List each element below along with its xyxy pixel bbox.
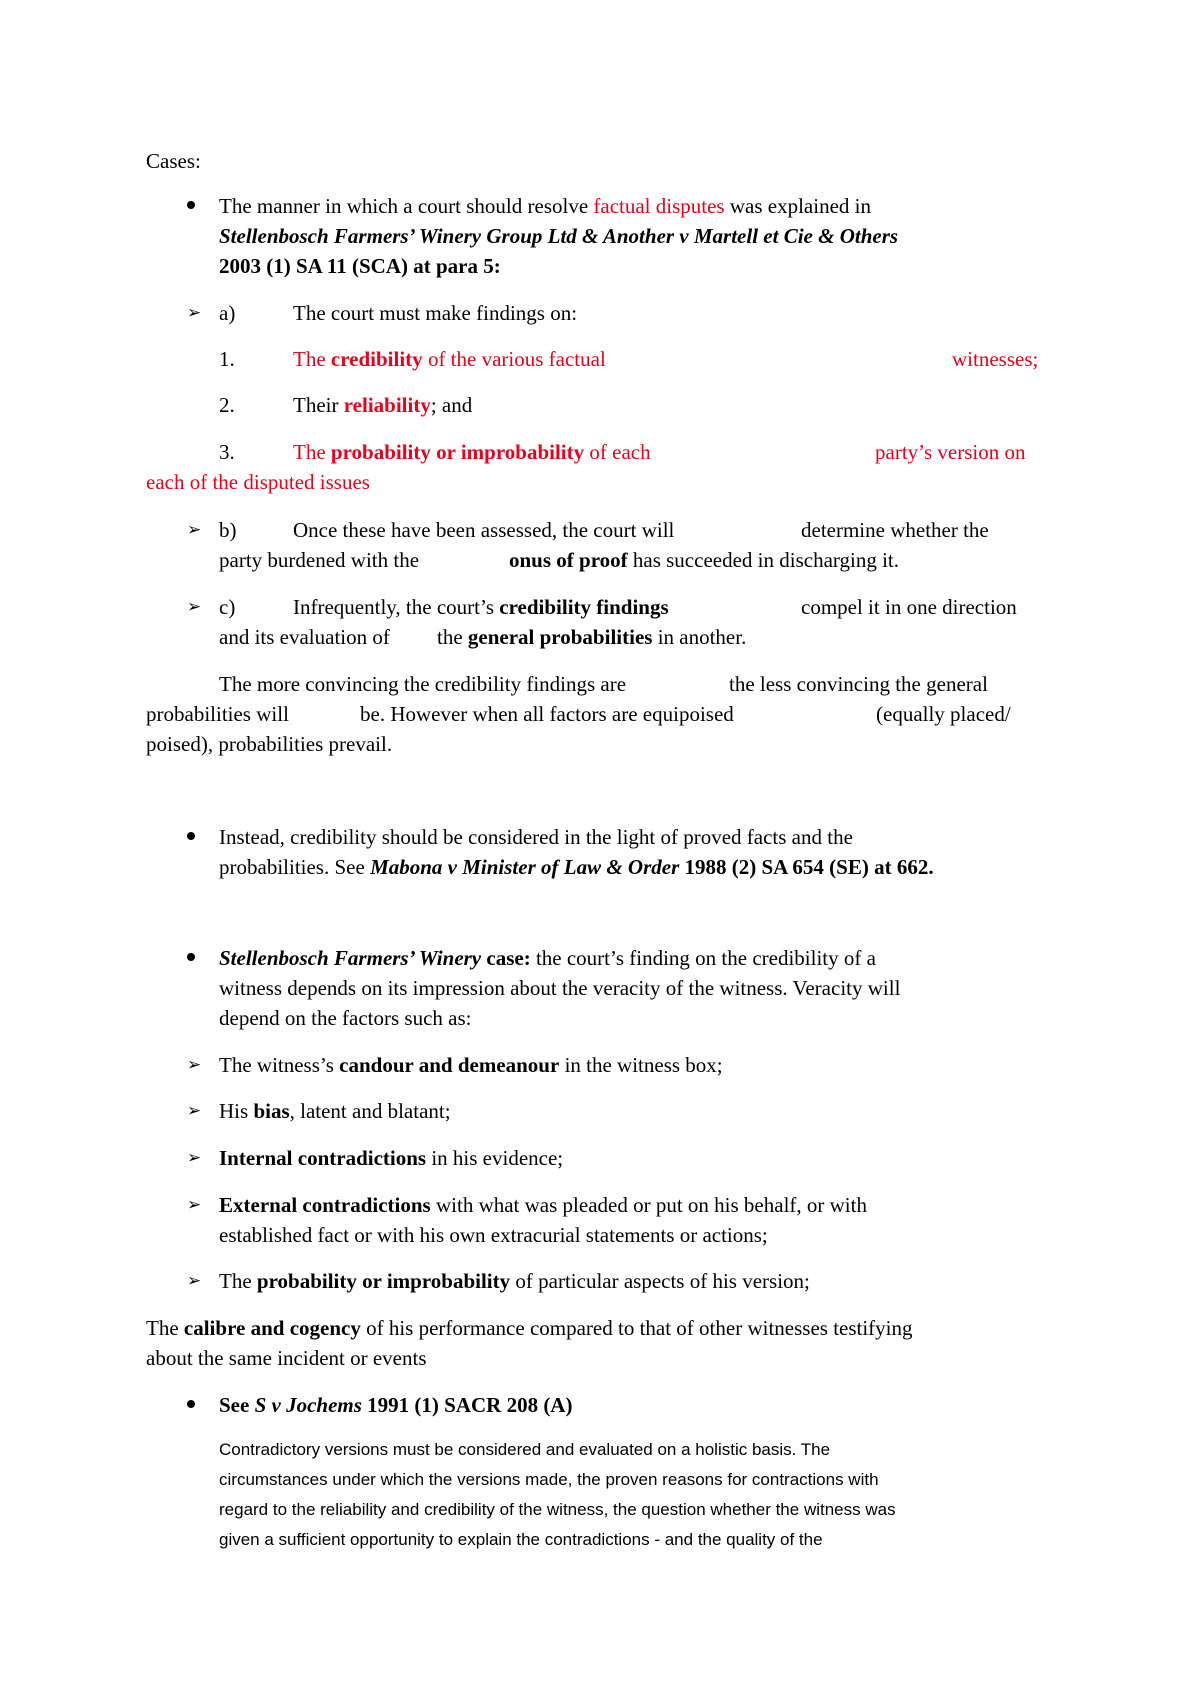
para-line-2c: (equally placed/: [876, 702, 1011, 726]
para-line-1b: the less convincing the general: [729, 672, 988, 696]
arrow-bullet-icon: ➢: [187, 303, 202, 323]
instead-line-1: Instead, credibility should be considered in the light of proved facts and the: [219, 825, 853, 849]
jochems-quote-1: Contradictory versions must be considered and evaluated on a holistic basis. The: [219, 1440, 831, 1459]
factor-5: The probability or improbability of particular aspects of his version;: [219, 1269, 810, 1293]
jochems-quote-2: circumstances under which the versions made, the proven reasons for contractions with: [219, 1470, 879, 1489]
b-label: b): [219, 518, 237, 542]
bullet-dot: [187, 201, 195, 209]
calibre-line-2: about the same incident or events: [146, 1346, 427, 1370]
jochems-quote-3: regard to the reliability and credibility of the witness, the question whether the witness was: [219, 1500, 896, 1519]
item-3-end: party’s version on: [875, 440, 1026, 464]
arrow-bullet-icon: ➢: [187, 1101, 202, 1121]
b-line-1b: determine whether the: [801, 518, 989, 542]
sfw-line-2: witness depends on its impression about the veracity of the witness. Veracity will: [219, 976, 901, 1000]
para-line-1a: The more convincing the credibility findings are: [219, 672, 627, 696]
item-2-text: Their reliability; and: [293, 393, 473, 417]
bullet-dot: [187, 1400, 195, 1408]
c-line-1a: Infrequently, the court’s credibility findings: [293, 595, 669, 619]
b-line-1a: Once these have been assessed, the court will: [293, 518, 675, 542]
a-label: a): [219, 301, 236, 325]
arrow-bullet-icon: ➢: [187, 1271, 202, 1291]
page-heading: Cases:: [146, 149, 201, 173]
intro-citation: 2003 (1) SA 11 (SCA) at para 5:: [219, 254, 501, 278]
bullet-dot: [187, 832, 195, 840]
arrow-bullet-icon: ➢: [187, 1148, 202, 1168]
factor-1: The witness’s candour and demeanour in the witness box;: [219, 1053, 723, 1077]
arrow-bullet-icon: ➢: [187, 1195, 202, 1215]
arrow-bullet-icon: ➢: [187, 597, 202, 617]
para-line-2b: be. However when all factors are equipoised: [360, 702, 734, 726]
factor-3: Internal contradictions in his evidence;: [219, 1146, 564, 1170]
factor-4-continuation: established fact or with his own extracurial statements or actions;: [219, 1223, 768, 1247]
calibre-line-1: The calibre and cogency of his performance compared to that of other witnesses testifying: [146, 1316, 913, 1340]
sfw-line-3: depend on the factors such as:: [219, 1006, 472, 1030]
b-line-2b: onus of proof has succeeded in discharging it.: [509, 548, 900, 572]
arrow-bullet-icon: ➢: [187, 1055, 202, 1075]
intro-case-name: Stellenbosch Farmers’ Winery Group Ltd & Another v Martell et Cie & Others: [219, 224, 899, 248]
item-1-end: witnesses;: [952, 347, 1039, 371]
item-3-continuation: each of the disputed issues: [146, 470, 370, 494]
sfw-line-1: Stellenbosch Farmers’ Winery case: the court’s finding on the credibility of a: [219, 946, 876, 970]
item-1-text: The credibility of the various factual: [293, 347, 606, 371]
c-label: c): [219, 595, 236, 619]
c-line-2a: and its evaluation of: [219, 625, 390, 649]
item-3-number: 3.: [219, 440, 235, 464]
item-3-text: The probability or improbability of each: [293, 440, 651, 464]
item-2-number: 2.: [219, 393, 235, 417]
a-text: The court must make findings on:: [293, 301, 578, 325]
jochems-quote-4: given a sufficient opportunity to explain the contradictions - and the quality of the: [219, 1530, 823, 1549]
arrow-bullet-icon: ➢: [187, 520, 202, 540]
para-line-2a: probabilities will: [146, 702, 289, 726]
factor-4: External contradictions with what was pleaded or put on his behalf, or with: [219, 1193, 867, 1217]
bullet-dot: [187, 953, 195, 961]
c-line-1b: compel it in one direction: [801, 595, 1017, 619]
intro-line-1: The manner in which a court should resolve factual disputes was explained in: [219, 194, 871, 218]
jochems-citation: See S v Jochems 1991 (1) SACR 208 (A): [219, 1393, 573, 1417]
b-line-2a: party burdened with the: [219, 548, 420, 572]
instead-line-2: probabilities. See Mabona v Minister of Law & Order 1988 (2) SA 654 (SE) at 662.: [219, 855, 934, 879]
item-1-number: 1.: [219, 347, 235, 371]
para-line-3: poised), probabilities prevail.: [146, 732, 393, 756]
factor-2: His bias, latent and blatant;: [219, 1099, 451, 1123]
c-line-2b: the general probabilities in another.: [437, 625, 747, 649]
